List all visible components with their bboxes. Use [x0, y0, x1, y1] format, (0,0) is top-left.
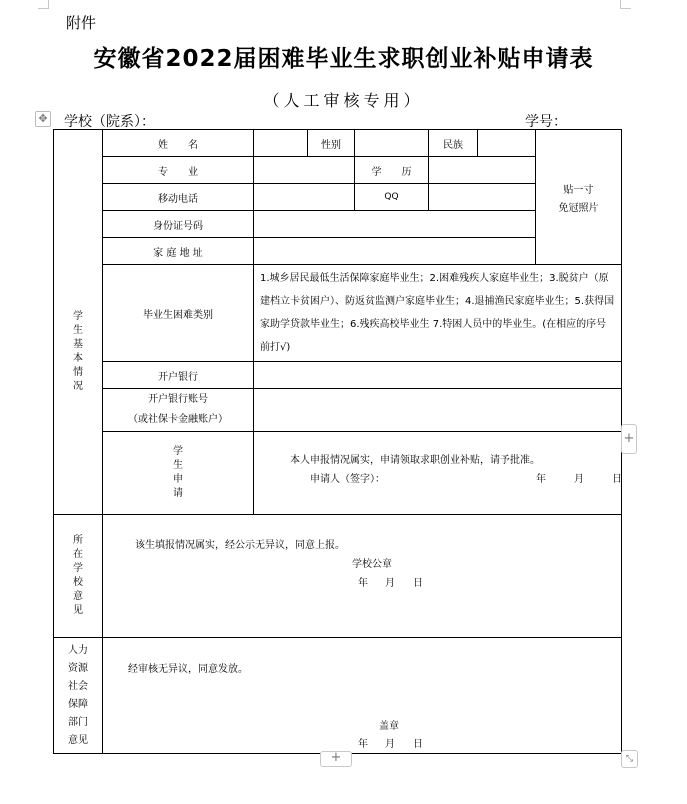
- qq-field[interactable]: [429, 184, 536, 211]
- account-label: [103, 389, 254, 432]
- hr-month-label: 月: [385, 739, 395, 750]
- qq-label: QQ: [355, 184, 429, 211]
- gender-label: 性别: [308, 130, 355, 157]
- address-label: 家 庭 地 址: [103, 238, 254, 265]
- photo-box[interactable]: [536, 130, 622, 265]
- account-label-line1: 开户银行账号: [148, 394, 208, 405]
- account-label-line2: （或社保卡金融账户）: [128, 414, 228, 425]
- address-field[interactable]: [254, 238, 536, 265]
- bank-field[interactable]: [254, 362, 622, 389]
- phone-label: 移动电话: [103, 184, 254, 211]
- id-number-label: 身份证号码: [103, 211, 254, 238]
- hr-opinion-section-label: 人力 资源 社会 保障 部门 意见: [54, 638, 103, 754]
- bank-label: 开户银行: [103, 362, 254, 389]
- application-form-table: [53, 129, 622, 754]
- move-icon[interactable]: ✥: [35, 111, 51, 127]
- month-label: 月: [574, 474, 584, 485]
- crop-mark-right: [620, 0, 631, 9]
- hr-seal-label: 盖章: [379, 721, 399, 732]
- gender-field[interactable]: [355, 130, 429, 157]
- crop-mark-left: [38, 0, 49, 9]
- major-label: 专 业: [103, 157, 254, 184]
- photo-line2: 免冠照片: [558, 202, 599, 214]
- hr-opinion-area[interactable]: [103, 638, 622, 754]
- add-column-button[interactable]: +: [320, 751, 352, 767]
- add-row-button[interactable]: +: [621, 424, 637, 454]
- school-seal-label: 学校公章: [352, 559, 392, 570]
- basic-info-section-label: 学 生 基 本 情 况: [54, 130, 103, 515]
- major-field[interactable]: [254, 157, 355, 184]
- account-field[interactable]: [254, 389, 622, 432]
- school-day-label: 日: [413, 578, 423, 589]
- hr-year-label: 年: [358, 739, 368, 750]
- year-label: 年: [536, 474, 546, 485]
- id-number-field[interactable]: [254, 211, 536, 238]
- signature-label: 申请人（签字）：: [310, 474, 385, 485]
- page-subtitle: （人工审核专用）: [263, 91, 424, 110]
- school-opinion-area[interactable]: [103, 515, 622, 638]
- attachment-label: 附件: [66, 14, 97, 32]
- school-opinion-section-label: 所 在 学 校 意 见: [54, 515, 103, 638]
- education-label: 学 历: [355, 157, 429, 184]
- hr-day-label: 日: [413, 739, 423, 750]
- page-title: 安徽省2022届困难毕业生求职创业补贴申请表: [93, 46, 594, 72]
- name-field[interactable]: [254, 130, 308, 157]
- student-number-label: 学号：: [525, 114, 567, 130]
- name-label: 姓 名: [103, 130, 254, 157]
- student-application-area[interactable]: [254, 432, 622, 515]
- hardship-category-options[interactable]: 1.城乡居民最低生活保障家庭毕业生；2.困难残疾人家庭毕业生；3.脱贫户（原建档立卡贫困户）、防返贫监测户家庭毕业生；4.退捕渔民家庭毕业生；5.获得国家助学贷款毕业生；6.残疾高校毕业生 7.特困人员中的毕业生。(在相应的序号前打√): [254, 265, 622, 362]
- phone-field[interactable]: [254, 184, 355, 211]
- school-label: 学校（院系）：: [64, 114, 155, 130]
- hr-statement: 经审核无异议，同意发放。: [128, 664, 248, 675]
- school-month-label: 月: [385, 578, 395, 589]
- photo-line1: 贴一寸: [563, 184, 594, 196]
- hardship-category-label: 毕业生困难类别: [103, 265, 254, 362]
- school-year-label: 年: [358, 578, 368, 589]
- school-statement: 该生填报情况属实，经公示无异议，同意上报。: [135, 540, 345, 551]
- day-label: 日: [612, 474, 622, 485]
- resize-handle-icon[interactable]: ⤡: [621, 750, 638, 768]
- student-application-section-label: 学 生 申 请: [103, 432, 254, 515]
- student-statement: 本人申报情况属实，申请领取求职创业补贴，请予批准。: [290, 455, 540, 466]
- ethnicity-label: 民族: [429, 130, 478, 157]
- education-field[interactable]: [429, 157, 536, 184]
- ethnicity-field[interactable]: [478, 130, 536, 157]
